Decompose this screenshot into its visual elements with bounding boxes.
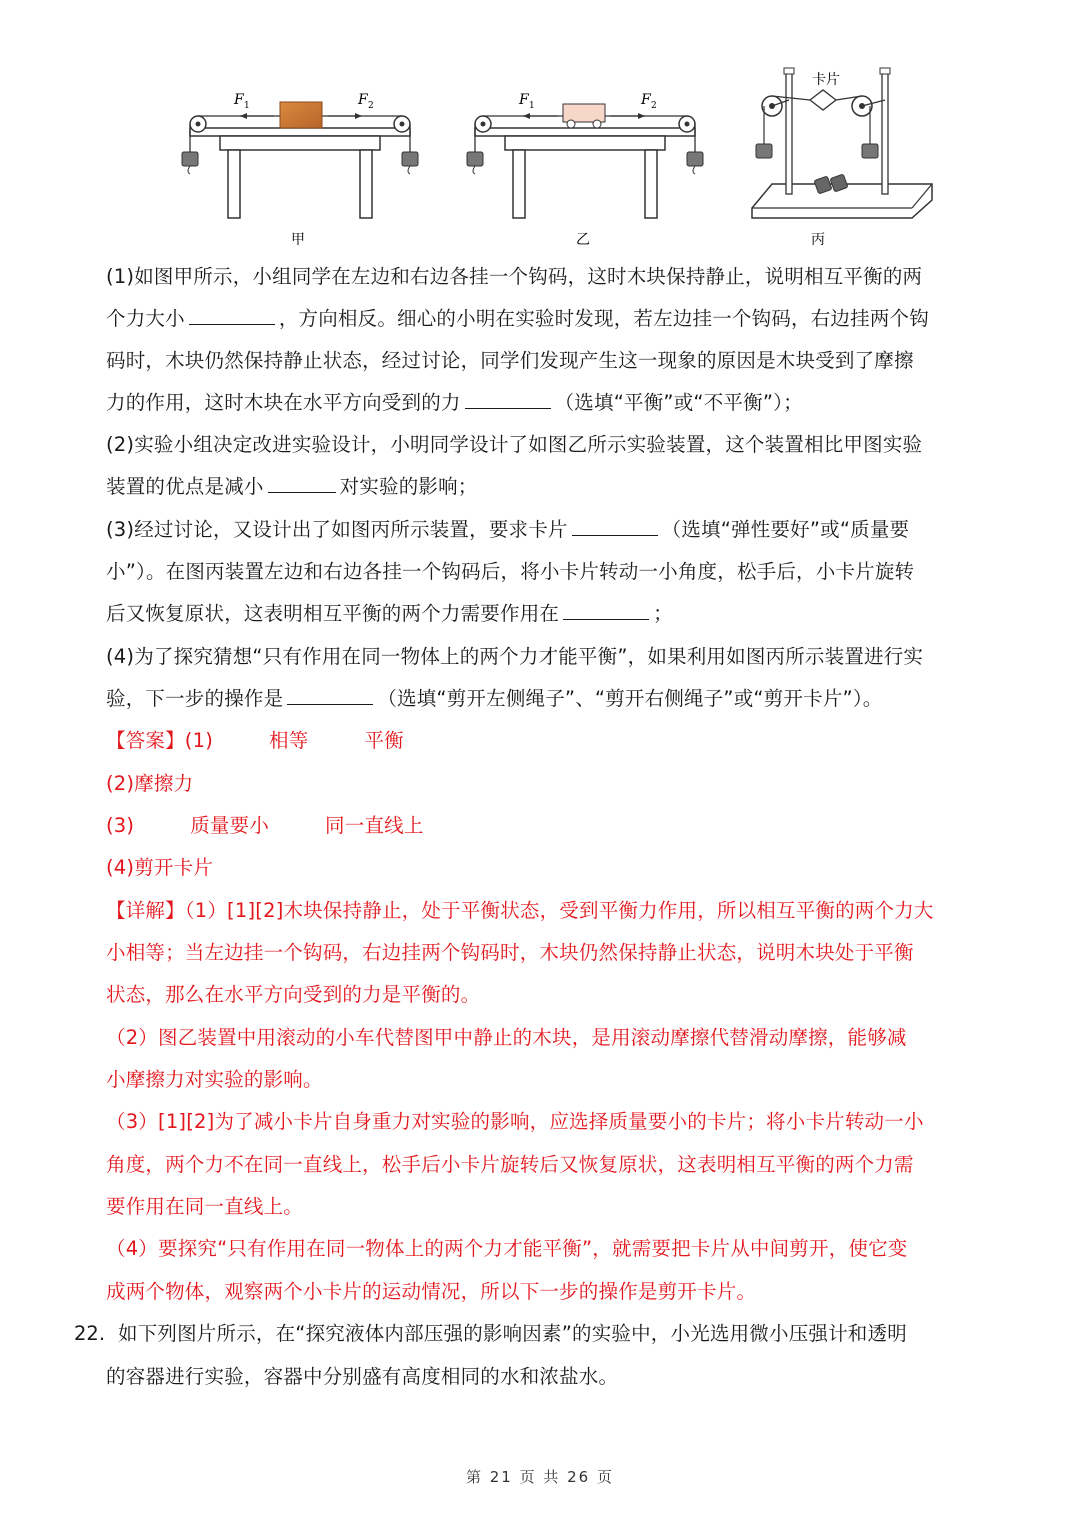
answer-blank[interactable] (287, 684, 373, 705)
force-f2-label: F (641, 92, 651, 108)
q21-line-7: (3)经过讨论，又设计出了如图丙所示装置，要求卡片 （选填“弹性要好”或“质量要 (106, 509, 909, 551)
card-label: 卡片 (812, 72, 840, 88)
card (810, 90, 836, 110)
answer-blank[interactable] (189, 304, 275, 325)
explain-line-5: 小摩擦力对实验的影响。 (106, 1068, 323, 1091)
answer-line-3: (3) 质量要小 同一直线上 (106, 814, 424, 837)
answer-line-2: (2)摩擦力 (106, 772, 194, 795)
q21-line-2: 个力大小 ，方向相反。细心的小明在实验时发现，若左边挂一个钩码，右边挂两个钩 (106, 298, 929, 340)
answer-blank[interactable] (572, 515, 658, 536)
q22-line-2: 的容器进行实验，容器中分别盛有高度相同的水和浓盐水。 (106, 1365, 619, 1388)
q21-line-5: (2)实验小组决定改进实验设计，小明同学设计了如图乙所示实验装置，这个装置相比甲图实验 (106, 433, 923, 456)
force-f2-label: F (358, 92, 368, 108)
wooden-block (280, 102, 322, 128)
page-footer: 第 21 页 共 26 页 (465, 1468, 614, 1486)
svg-text:2: 2 (368, 101, 374, 111)
explain-line-6: （3）[1][2]为了减小卡片自身重力对实验的影响，应选择质量要小的卡片；将小卡片转动一小 (106, 1110, 924, 1133)
figures-row (170, 60, 950, 250)
explain-line-10: 成两个物体，观察两个小卡片的运动情况，所以下一步的操作是剪开卡片。 (106, 1280, 757, 1303)
q21-line-4: 力的作用，这时木块在水平方向受到的力 （选填“平衡”或“不平衡”）； (106, 382, 803, 424)
q21-line-3: 码时，木块仍然保持静止状态，经过讨论，同学们发现产生这一现象的原因是木块受到了摩擦 (106, 349, 914, 372)
answer-blank[interactable] (268, 472, 336, 493)
explain-line-8: 要作用在同一直线上。 (106, 1195, 304, 1218)
explain-line-3: 状态，那么在水平方向受到的力是平衡的。 (106, 983, 481, 1006)
explain-line-1: 【详解】（1）[1][2]木块保持静止，处于平衡状态，受到平衡力作用，所以相互平衡的两个力大 (106, 899, 934, 922)
q21-line-11: 验，下一步的操作是 （选填“剪开左侧绳子”、“剪开右侧绳子”或“剪开卡片”）。 (106, 678, 882, 720)
svg-text:2: 2 (651, 101, 657, 111)
q21-line-1: (1)如图甲所示，小组同学在左边和右边各挂一个钩码，这时木块保持静止，说明相互平衡的两 (106, 265, 923, 288)
explain-line-4: （2）图乙装置中用滚动的小车代替图甲中静止的木块，是用滚动摩擦代替滑动摩擦，能够减 (106, 1026, 907, 1049)
svg-text:1: 1 (529, 101, 535, 111)
figure-jia (170, 60, 430, 250)
q22-line-1: 如下列图片所示，在“探究液体内部压强的影响因素”的实验中，小光选用微小压强计和透明 (118, 1322, 907, 1345)
explain-line-9: （4）要探究“只有作用在同一物体上的两个力才能平衡”，就需要把卡片从中间剪开，使它变 (106, 1237, 908, 1260)
figure-caption: 丙 (811, 232, 825, 248)
q21-line-6: 装置的优点是减小 对实验的影响； (106, 466, 478, 508)
figure-bing (748, 60, 938, 250)
figure-yi (455, 60, 715, 250)
q21-line-8: 小”）。在图丙装置左边和右边各挂一个钩码后，将小卡片转动一小角度，松手后，小卡片旋转 (106, 560, 915, 583)
force-f1-label: F (234, 92, 244, 108)
q21-line-9: 后又恢复原状，这表明相互平衡的两个力需要作用在 ； (106, 593, 673, 635)
question-number: 22. (74, 1322, 106, 1345)
answer-line-1: 【答案】(1) 相等 平衡 (106, 729, 404, 752)
cart (563, 104, 605, 128)
svg-text:1: 1 (244, 101, 250, 111)
answer-blank[interactable] (465, 388, 551, 409)
figure-caption: 乙 (576, 232, 590, 248)
q21-line-10: (4)为了探究猜想“只有作用在同一物体上的两个力才能平衡”，如果利用如图丙所示装置进行实 (106, 645, 924, 668)
answer-blank[interactable] (563, 599, 649, 620)
force-f1-label: F (519, 92, 529, 108)
explain-line-2: 小相等；当左边挂一个钩码，右边挂两个钩码时，木块仍然保持静止状态，说明木块处于平衡 (106, 941, 914, 964)
figure-caption: 甲 (291, 232, 305, 248)
answer-line-4: (4)剪开卡片 (106, 856, 214, 879)
explain-line-7: 角度，两个力不在同一直线上，松手后小卡片旋转后又恢复原状，这表明相互平衡的两个力需 (106, 1153, 914, 1176)
